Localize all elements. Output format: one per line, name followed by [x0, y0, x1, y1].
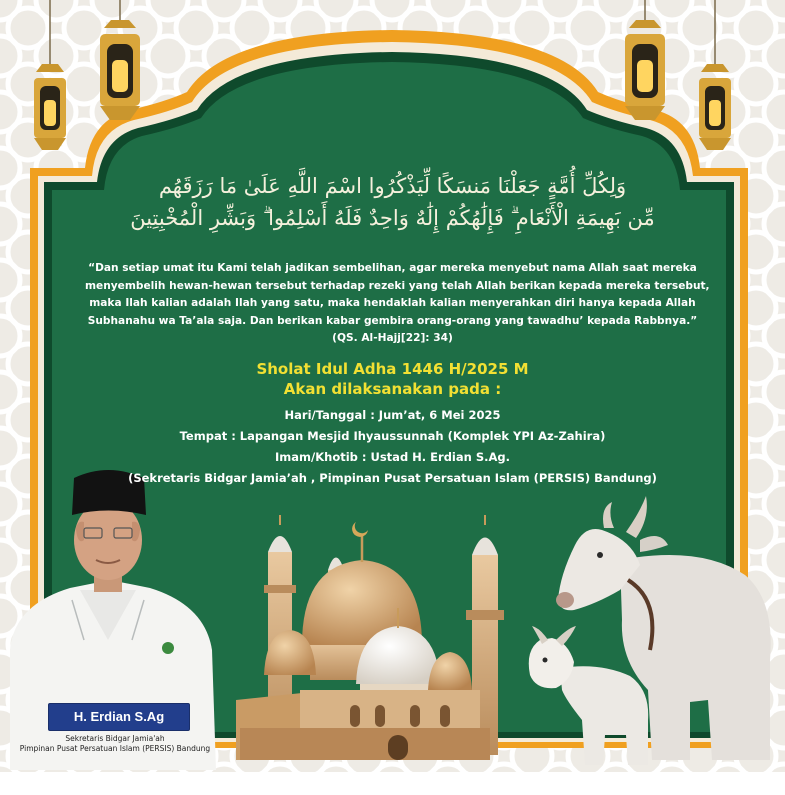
person-caption-line: Pimpinan Pusat Persatuan Islam (PERSIS) Bandung [19, 744, 211, 753]
arabic-verse [90, 170, 695, 234]
translation-line: “Dan setiap umat itu Kami telah jadikan sembelihan, agar mereka menyebut nama Allah saat mereka [88, 262, 697, 274]
translation-line: Subhanahu wa Ta’ala saja. Dan berikan kabar gembira orang-orang yang tawadhu’ kepada Rabbnya.” [87, 314, 698, 327]
event-place: Tempat : Lapangan Mesjid Ihyaussunnah (Komplek YPI Az-Zahira) [179, 429, 606, 443]
event-date: Hari/Tanggal : Jum’at, 6 Mei 2025 [284, 408, 501, 422]
translation-line: menyembelih hewan-hewan tersebut terhadap rezeki yang telah Allah berikan kepada mereka tersebut, [85, 279, 710, 292]
arabic-verse-line: وَلِكُلِّ أُمَّةٍ جَعَلْنَا مَنسَكًا لِّيَذْكُرُوا اسْمَ اللَّهِ عَلَىٰ مَا رَزَقَهُم [158, 174, 627, 198]
arabic-verse-line: مِّن بَهِيمَةِ الْأَنْعَامِ ۗ فَإِلَٰهُكُمْ إِلَٰهٌ وَاحِدٌ فَلَهُ أَسْلِمُوا ۗ وَبَشِّرِ الْمُخْبِتِينَ [130, 206, 655, 230]
event-subtitle: Akan dilaksanakan pada : [283, 380, 502, 398]
name-badge: H. Erdian S.Ag [48, 703, 190, 731]
verse-reference: (QS. Al-Hajj[22]: 34) [332, 332, 453, 344]
translation-line: maka Ilah kalian adalah Ilah yang satu, maka hendaklah kalian menyerahkan diri hanya kepada Allah [89, 297, 696, 309]
event-imam: Imam/Khotib : Ustad H. Erdian S.Ag. [275, 450, 510, 464]
person-caption-line: Sekretaris Bidgar Jamia'ah [65, 734, 165, 743]
verse-translation [85, 260, 710, 348]
event-title: Sholat Idul Adha 1446 H/2025 M [256, 360, 529, 378]
event-imam-role: (Sekretaris Bidgar Jamia’ah , Pimpinan Pusat Persatuan Islam (PERSIS) Bandung) [128, 471, 657, 485]
